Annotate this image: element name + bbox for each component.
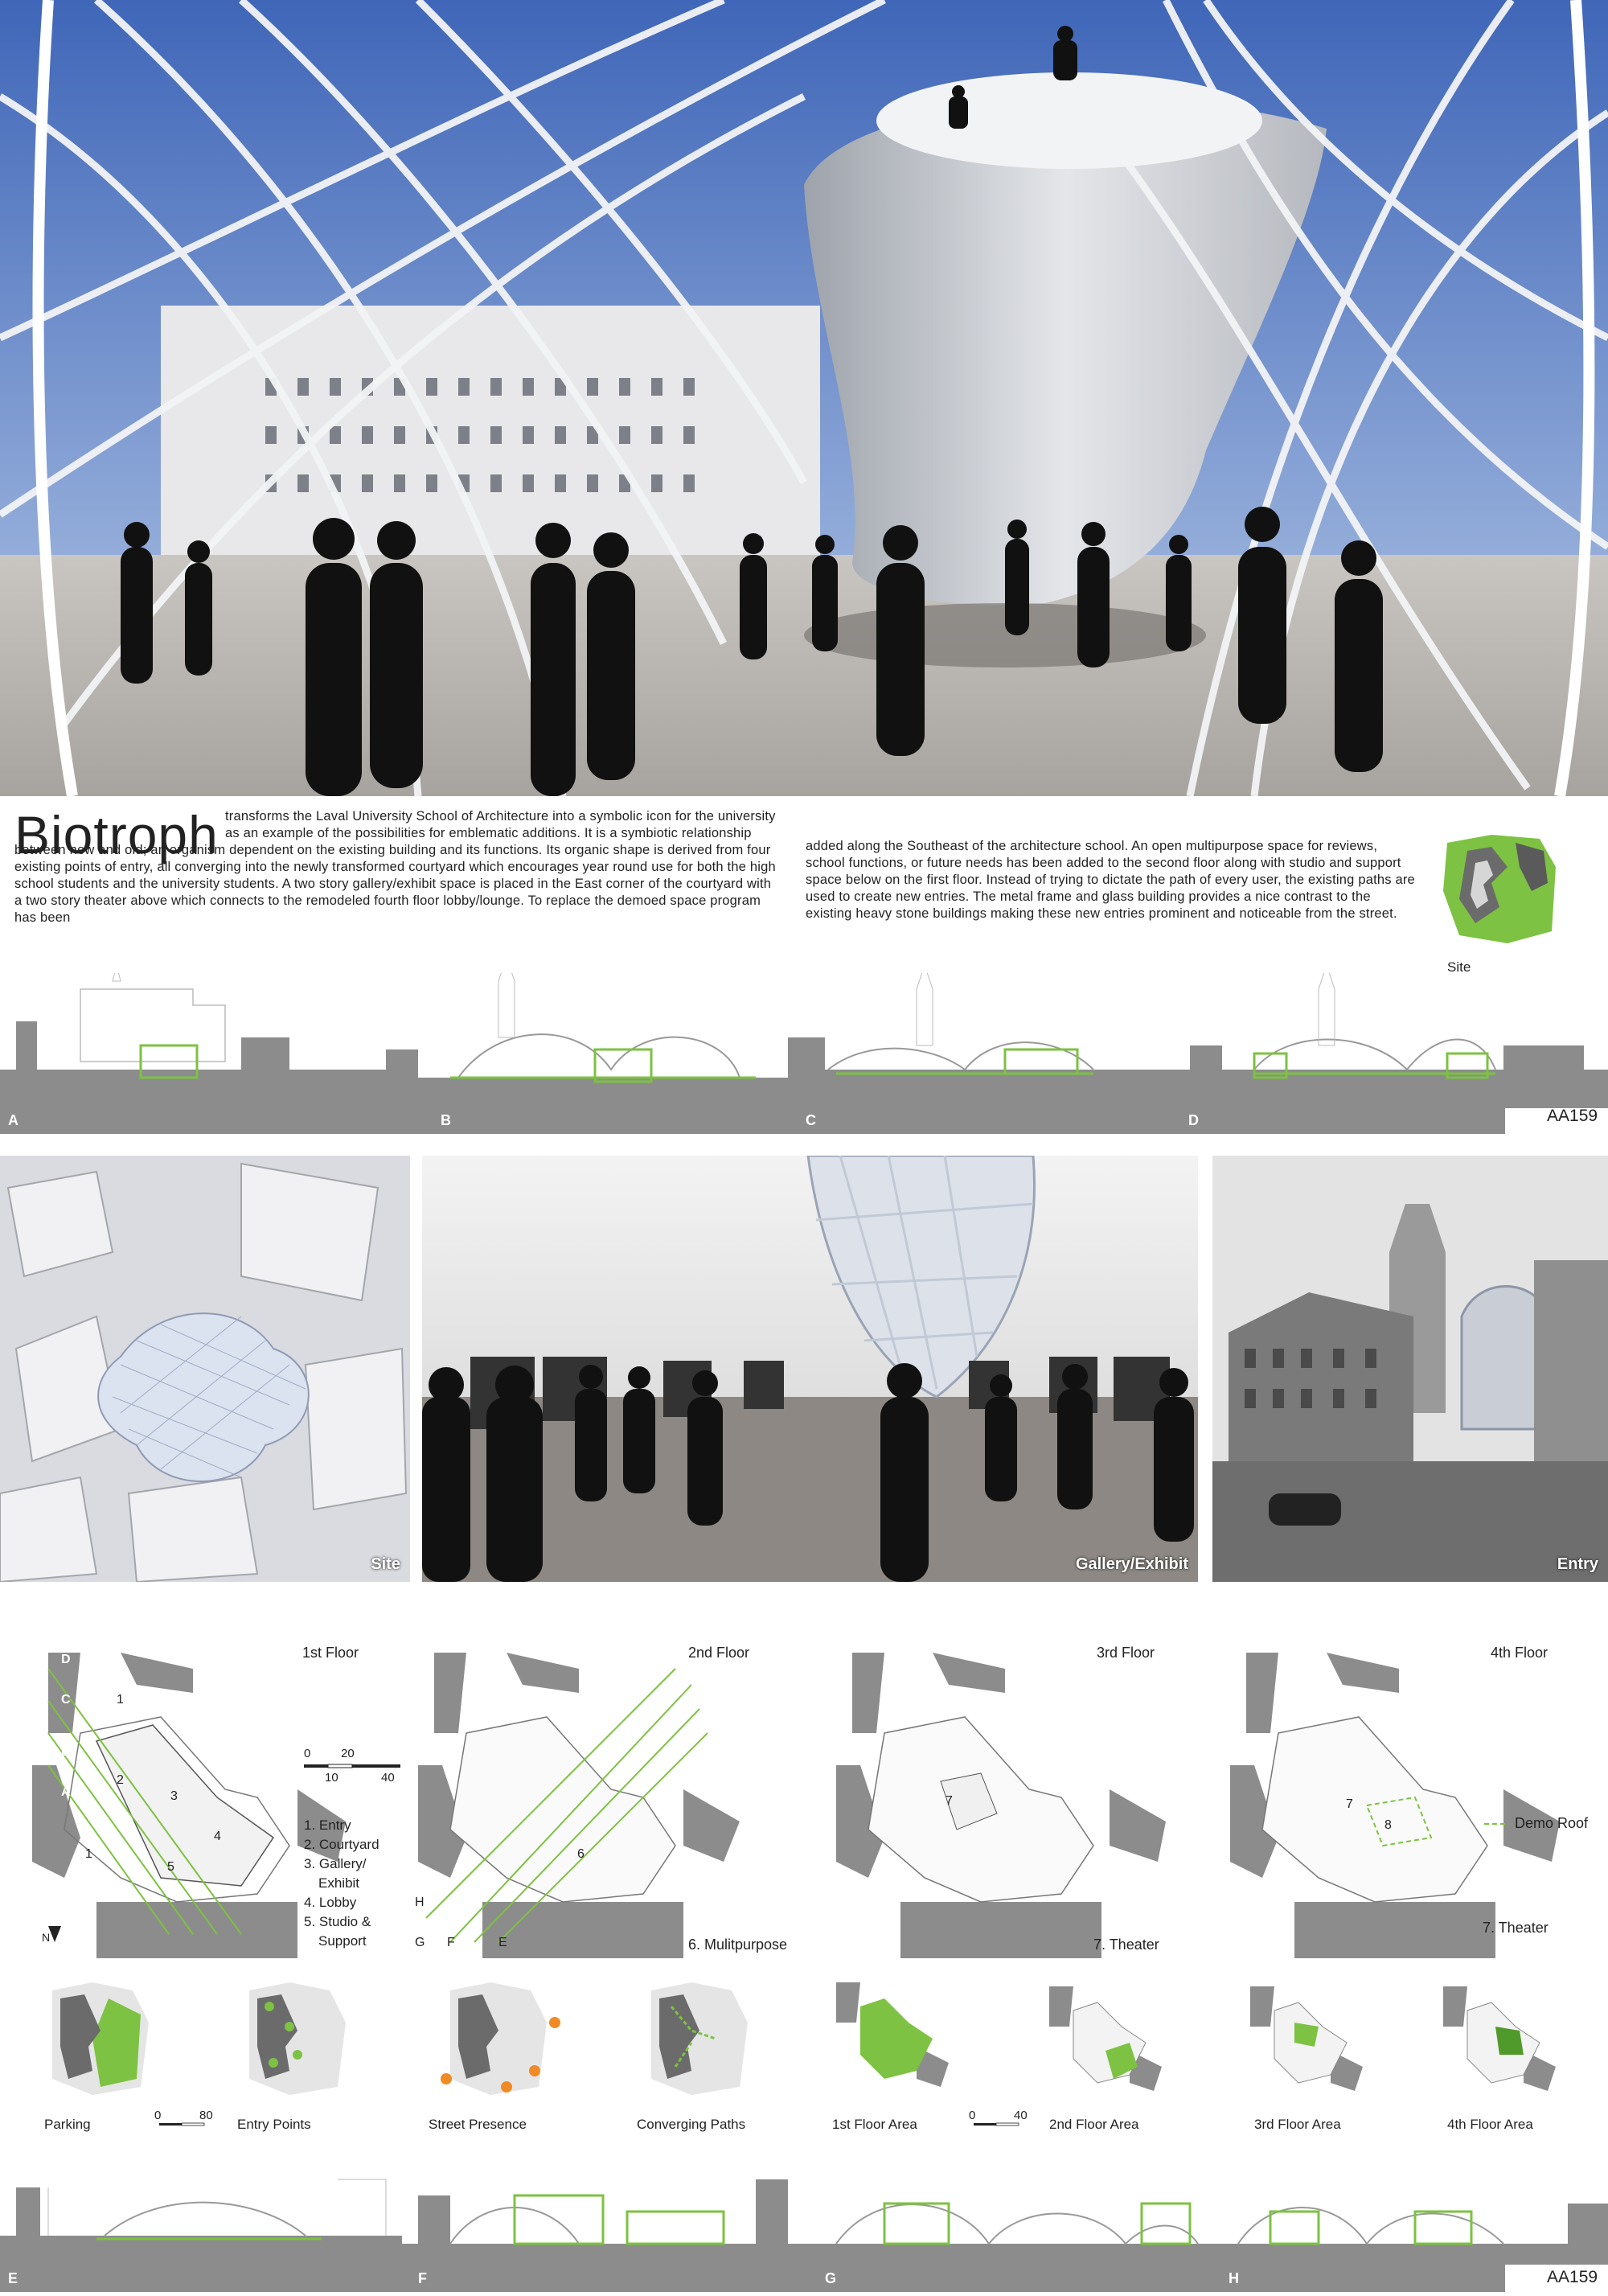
section-letter-f: F bbox=[418, 2270, 427, 2286]
diagram-label-2nd-floor-area: 2nd Floor Area bbox=[1049, 2117, 1139, 2132]
entry-photo-caption: Entry bbox=[1557, 1555, 1598, 1573]
section-letter-g: G bbox=[825, 2270, 837, 2286]
site-photo-caption: Site bbox=[371, 1555, 400, 1573]
section-label-d: D bbox=[61, 1653, 71, 1666]
hero-rendering bbox=[0, 0, 1608, 796]
plan-3rd-floor bbox=[836, 1637, 1214, 1958]
intro-col2: added along the Southeast of the architecture school. An open multipurpose space for reviews, school functions, or future needs has been added to the second floor along with studio and support space below on the first floor. Instead of trying to dictate the path of every user, the existing paths are used to create new entries. The metal frame and glass building provides a nice contrast to the existing heavy stone buildings making these new entries prominent and noticeable from the street. bbox=[806, 839, 1415, 921]
diagram-label-street-presence: Street Presence bbox=[429, 2117, 527, 2132]
plan-2-title: 2nd Floor bbox=[688, 1645, 750, 1661]
intro-col1-first bbox=[14, 805, 778, 926]
theater-label-4: 7. Theater bbox=[1483, 1920, 1549, 1936]
gallery-photo-caption: Gallery/Exhibit bbox=[1075, 1555, 1188, 1573]
multipurpose-label: 6. Mulitpurpose bbox=[688, 1937, 788, 1953]
section-letter-d: D bbox=[1188, 1112, 1199, 1128]
plan-4-title: 4th Floor bbox=[1491, 1645, 1549, 1661]
diagram-label-entry-points: Entry Points bbox=[237, 2117, 311, 2132]
diagram-entry-points bbox=[241, 1982, 354, 2095]
diagram-label-1st-floor-area: 1st Floor Area bbox=[832, 2117, 917, 2132]
legend-entry: 1. Entry bbox=[304, 1817, 351, 1833]
sections-strip-bottom bbox=[0, 2155, 1608, 2292]
diagram-3rd-floor-area bbox=[1250, 1978, 1363, 2095]
legend-studio: 5. Studio & bbox=[304, 1914, 371, 1929]
plan-scale-bar bbox=[304, 1747, 400, 1793]
scale-tick-20: 20 bbox=[341, 1747, 355, 1760]
diagram-converging-paths bbox=[643, 1982, 756, 2095]
diagram-scale-2-max: 40 bbox=[1014, 2109, 1028, 2122]
legend-support: Support bbox=[318, 1933, 367, 1949]
room-3: 3 bbox=[170, 1789, 178, 1803]
legend-lobby: 4. Lobby bbox=[304, 1895, 357, 1910]
sheet-code-top: AA159 bbox=[1547, 1107, 1598, 1125]
legend-courtyard: 2. Courtyard bbox=[304, 1837, 379, 1852]
section-label-e: E bbox=[498, 1936, 507, 1949]
intro-col1-text: transforms the Laval University School of Architecture into a symbolic icon for the university as an example of the possibilities for emblematic additions. It is a symbiotic relationship between new and old; an organism dependent on the existing building and its functions. Its organic shape is derived from four existing points of entry, all converging into the newly transformed courtyard which encourages year round use for both the high school students and the university students. A two story gallery/exhibit space is placed in the East corner of the courtyard with a two story theater above which connects to the remodeled fourth floor lobby/lounge. To replace the demoed space program has been bbox=[14, 809, 776, 925]
diagram-scale-1 bbox=[154, 2109, 219, 2133]
diagram-2nd-floor-area bbox=[1049, 1978, 1162, 2095]
section-label-g: G bbox=[415, 1936, 425, 1949]
room-2: 2 bbox=[117, 1773, 124, 1787]
section-letter-e: E bbox=[8, 2270, 18, 2286]
section-label-h: H bbox=[415, 1896, 425, 1909]
plan-4th-floor bbox=[1230, 1637, 1608, 1958]
plan-1-title: 1st Floor bbox=[302, 1645, 359, 1661]
scale-tick-10: 10 bbox=[325, 1771, 338, 1785]
section-label-f: F bbox=[447, 1936, 455, 1949]
site-thumbnail bbox=[1443, 835, 1560, 943]
theater-label-3: 7. Theater bbox=[1093, 1937, 1159, 1953]
diagram-label-converging-paths: Converging Paths bbox=[637, 2117, 746, 2132]
diagram-label-3rd-floor-area: 3rd Floor Area bbox=[1254, 2117, 1341, 2132]
diagram-label-4th-floor-area: 4th Floor Area bbox=[1447, 2117, 1533, 2132]
demo-roof-label: Demo Roof bbox=[1515, 1815, 1589, 1831]
room-1a: 1 bbox=[117, 1693, 124, 1707]
section-label-a: A bbox=[61, 1785, 71, 1799]
north-arrow: N bbox=[42, 1931, 51, 1944]
diagram-street-presence bbox=[434, 1982, 563, 2095]
legend-exhibit: Exhibit bbox=[318, 1875, 360, 1891]
room-4: 4 bbox=[214, 1830, 221, 1843]
room-1b: 1 bbox=[85, 1847, 92, 1861]
intro-block bbox=[14, 805, 786, 969]
site-aerial-photo bbox=[0, 1156, 410, 1582]
gallery-photo bbox=[422, 1156, 1198, 1582]
diagram-scale-1-max: 80 bbox=[199, 2109, 213, 2122]
room-7b: 7 bbox=[1346, 1797, 1353, 1811]
scale-tick-40: 40 bbox=[381, 1771, 395, 1785]
diagram-parking bbox=[44, 1982, 157, 2095]
section-label-b: B bbox=[61, 1745, 71, 1759]
plan-legend bbox=[304, 1816, 416, 1951]
diagram-scale-1-zero: 0 bbox=[154, 2109, 162, 2122]
project-title: Biotroph bbox=[14, 805, 219, 865]
diagram-scale-2 bbox=[969, 2109, 1033, 2133]
diagram-label-parking: Parking bbox=[44, 2117, 91, 2132]
sheet-code-bottom: AA159 bbox=[1547, 2268, 1598, 2286]
section-letter-h: H bbox=[1229, 2270, 1239, 2286]
entry-photo bbox=[1212, 1156, 1608, 1582]
sections-strip-top bbox=[0, 973, 1608, 1134]
section-letter-c: C bbox=[806, 1112, 816, 1128]
section-letter-b: B bbox=[441, 1112, 451, 1128]
room-6: 6 bbox=[577, 1847, 585, 1861]
section-label-c: C bbox=[61, 1693, 71, 1707]
room-5: 5 bbox=[167, 1860, 174, 1874]
legend-gallery: 3. Gallery/ bbox=[304, 1856, 367, 1871]
room-7a: 7 bbox=[946, 1794, 953, 1808]
site-thumb-label: Site bbox=[1447, 959, 1471, 975]
scale-tick-0: 0 bbox=[304, 1747, 311, 1760]
room-8: 8 bbox=[1384, 1818, 1392, 1832]
plan-3-title: 3rd Floor bbox=[1097, 1645, 1155, 1661]
section-letter-a: A bbox=[8, 1112, 18, 1128]
diagram-scale-2-zero: 0 bbox=[969, 2109, 976, 2122]
diagram-4th-floor-area bbox=[1443, 1978, 1556, 2095]
diagram-1st-floor-area bbox=[836, 1974, 949, 2095]
plan-2nd-floor bbox=[415, 1637, 804, 1958]
